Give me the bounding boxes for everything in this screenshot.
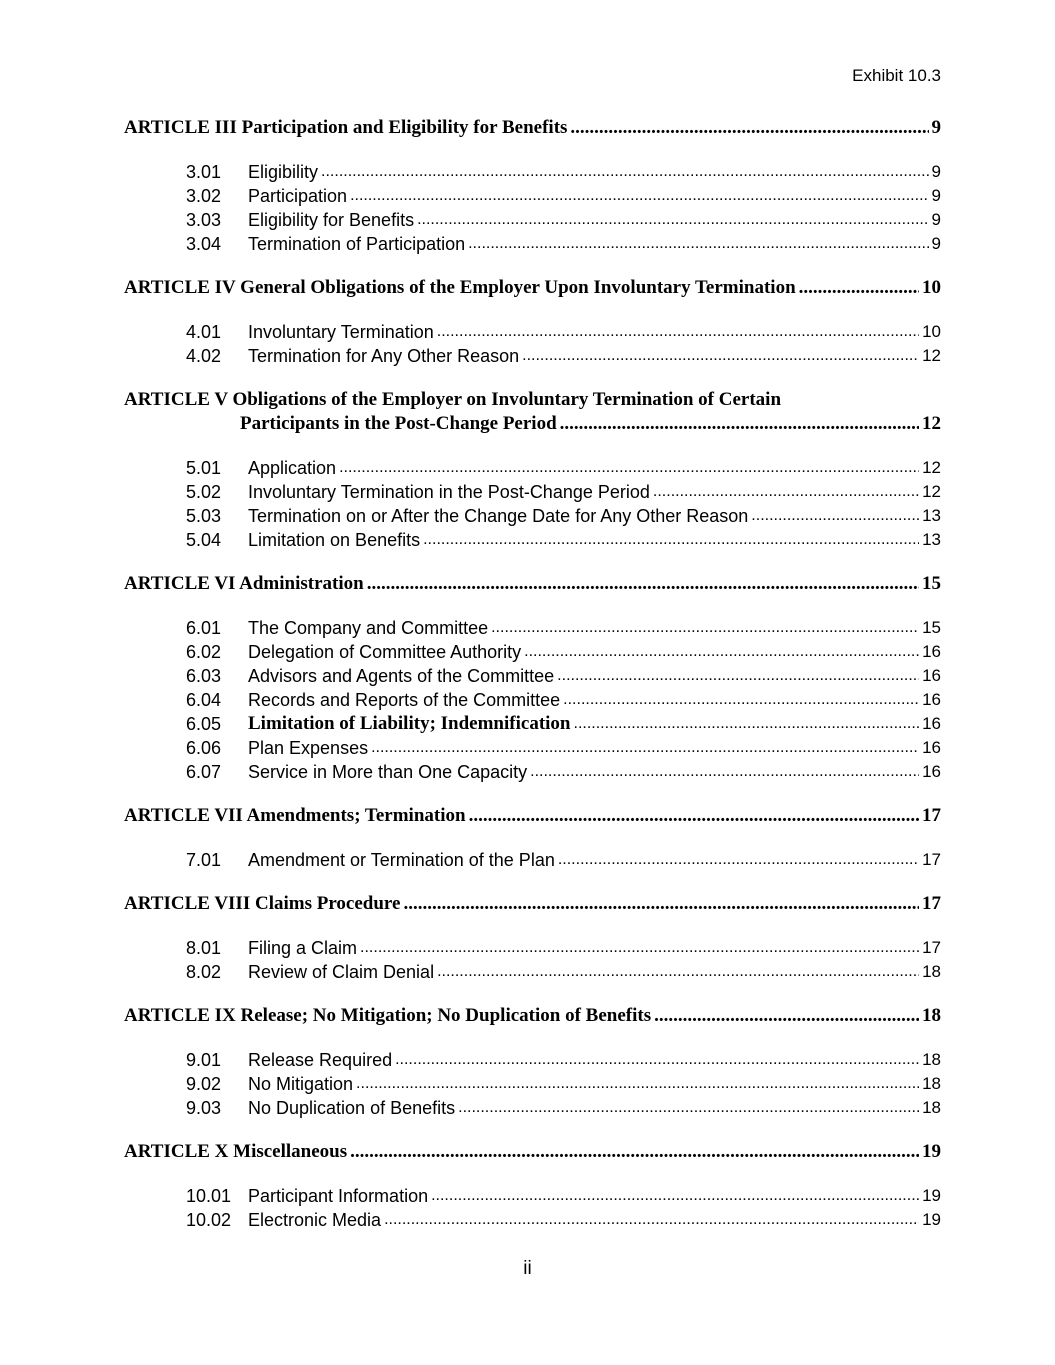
toc-section-list [124,160,941,256]
toc-article-heading[interactable] [124,412,941,436]
section-page-number: 9 [931,234,941,253]
section-title: Delegation of Committee Authority [248,642,522,662]
toc-section-list [124,456,941,552]
section-number: 3.02 [186,186,222,206]
article-page-number: 18 [922,1005,941,1026]
toc-article-heading[interactable] [124,276,941,300]
dot-leader [371,738,919,760]
section-number: 9.02 [186,1074,222,1094]
toc-section[interactable] [186,320,941,344]
section-page-number: 12 [922,482,941,501]
section-title: Records and Reports of the Committee [248,690,561,710]
section-page-number: 19 [922,1210,941,1229]
toc-article-heading[interactable] [124,116,941,140]
dot-leader [570,116,928,140]
dot-leader [367,572,919,596]
section-page-number: 16 [922,762,941,781]
section-page-number: 16 [922,642,941,661]
toc-section[interactable] [186,480,941,504]
article-page-number: 19 [922,1141,941,1162]
dot-leader [491,618,919,640]
section-title: Application [248,458,337,478]
toc-article [124,804,941,828]
section-page-number: 16 [922,690,941,709]
dot-leader [524,642,919,664]
section-title: Service in More than One Capacity [248,762,528,782]
toc-section[interactable] [186,936,941,960]
exhibit-label: Exhibit 10.3 [852,66,941,85]
section-number: 9.03 [186,1098,222,1118]
dot-leader [350,1140,919,1164]
dot-leader [384,1210,919,1232]
section-title: Plan Expenses [248,738,369,758]
section-page-number: 12 [922,346,941,365]
section-number: 7.01 [186,850,222,870]
article-title-line1[interactable]: ARTICLE V Obligations of the Employer on Involuntary Termination of Certain [124,389,782,410]
section-title: No Duplication of Benefits [248,1098,456,1118]
section-title: The Company and Committee [248,618,489,638]
table-of-contents [124,116,941,1252]
section-number: 6.01 [186,618,222,638]
section-title: Electronic Media [248,1210,382,1230]
dot-leader [522,346,919,368]
toc-section[interactable] [186,640,941,664]
section-number: 3.03 [186,210,222,230]
section-title: Limitation on Benefits [248,530,421,550]
section-title: Termination for Any Other Reason [248,346,520,366]
dot-leader [458,1098,919,1120]
toc-section[interactable] [186,1072,941,1096]
section-page-number: 18 [922,1050,941,1069]
section-title: Termination on or After the Change Date for Any Other Reason [248,506,749,526]
section-title: Eligibility [248,162,319,182]
section-number: 6.06 [186,738,222,758]
toc-section[interactable] [186,528,941,552]
dot-leader [654,1004,919,1028]
toc-section[interactable] [186,848,941,872]
article-title: ARTICLE X Miscellaneous [124,1141,348,1162]
section-number: 6.02 [186,642,222,662]
dot-leader [437,962,919,984]
dot-leader [558,850,919,872]
section-number: 8.01 [186,938,222,958]
toc-section[interactable] [186,688,941,712]
toc-article-heading[interactable] [124,804,941,828]
section-page-number: 18 [922,1098,941,1117]
toc-article-heading[interactable] [124,572,941,596]
section-title: Participation [248,186,348,206]
section-title: Termination of Participation [248,234,466,254]
toc-article-heading[interactable] [124,1140,941,1164]
toc-section-list [124,848,941,872]
toc-section[interactable] [186,712,941,736]
section-number: 6.03 [186,666,222,686]
section-title: Amendment or Termination of the Plan [248,850,555,870]
section-page-number: 9 [931,210,941,229]
article-page-number: 12 [922,413,941,434]
section-page-number: 17 [922,938,941,957]
article-title: ARTICLE VI Administration [124,573,364,594]
section-page-number: 16 [922,738,941,757]
dot-leader [653,482,919,504]
article-page-number: 10 [922,277,941,298]
toc-section[interactable] [186,504,941,528]
toc-section[interactable] [186,1096,941,1120]
dot-leader [417,210,928,232]
section-title: Limitation of Liability; Indemnification [248,713,571,734]
section-page-number: 9 [931,162,941,181]
section-number: 4.01 [186,322,222,342]
dot-leader [339,458,919,480]
article-page-number: 15 [922,573,941,594]
toc-section[interactable] [186,232,941,256]
toc-section[interactable] [186,616,941,640]
dot-leader [530,762,919,784]
dot-leader [751,506,919,528]
article-title-line2: Participants in the Post-Change Period [240,413,557,434]
dot-leader [360,938,919,960]
toc-section[interactable] [186,344,941,368]
section-page-number: 9 [931,186,941,205]
section-number: 6.04 [186,690,222,710]
article-page-number: 17 [922,893,941,914]
section-page-number: 15 [922,618,941,637]
toc-article-heading[interactable] [124,892,941,916]
toc-section[interactable] [186,1184,941,1208]
dot-leader [574,714,920,736]
section-page-number: 16 [922,714,941,733]
dot-leader [557,666,919,688]
section-page-number: 18 [922,1074,941,1093]
dot-leader [431,1186,919,1208]
toc-section[interactable] [186,760,941,784]
article-page-number: 17 [922,805,941,826]
toc-section-list [124,936,941,984]
toc-article-heading[interactable] [124,1004,941,1028]
toc-section[interactable] [186,1208,941,1232]
section-page-number: 17 [922,850,941,869]
toc-section[interactable] [186,184,941,208]
dot-leader [437,322,919,344]
section-title: Involuntary Termination in the Post-Change Period [248,482,650,502]
toc-article [124,388,941,436]
dot-leader [469,804,919,828]
dot-leader [403,892,919,916]
section-page-number: 10 [922,322,941,341]
section-number: 5.03 [186,506,222,526]
dot-leader [423,530,919,552]
section-number: 10.01 [186,1186,232,1206]
article-title: ARTICLE IX Release; No Mitigation; No Duplication of Benefits [124,1005,652,1026]
section-page-number: 16 [922,666,941,685]
article-title: ARTICLE VII Amendments; Termination [124,805,466,826]
toc-article [124,892,941,916]
toc-section-list [124,320,941,368]
article-page-number: 9 [931,117,941,138]
dot-leader [799,276,919,300]
section-title: Eligibility for Benefits [248,210,415,230]
footer-page-number: ii [523,1258,532,1279]
section-number: 10.02 [186,1210,232,1230]
section-number: 6.07 [186,762,222,782]
section-number: 5.01 [186,458,222,478]
article-title: ARTICLE VIII Claims Procedure [124,893,401,914]
toc-section-list [124,1048,941,1120]
section-title: Involuntary Termination [248,322,434,342]
toc-section-list [124,616,941,784]
toc-section[interactable] [186,664,941,688]
section-title: Advisors and Agents of the Committee [248,666,555,686]
section-page-number: 19 [922,1186,941,1205]
toc-article [124,276,941,300]
dot-leader [395,1050,919,1072]
toc-section-list [124,1184,941,1232]
dot-leader [563,690,919,712]
article-title: ARTICLE III Participation and Eligibility for Benefits [124,117,568,138]
section-number: 6.05 [186,714,222,734]
dot-leader [468,234,928,256]
section-number: 3.01 [186,162,222,182]
section-number: 4.02 [186,346,222,366]
toc-section[interactable] [186,1048,941,1072]
section-number: 5.04 [186,530,222,550]
dot-leader [350,186,928,208]
section-title: Release Required [248,1050,393,1070]
dot-leader [321,162,929,184]
section-page-number: 18 [922,962,941,981]
section-title: Review of Claim Denial [248,962,435,982]
toc-section[interactable] [186,456,941,480]
section-number: 8.02 [186,962,222,982]
section-title: Participant Information [248,1186,429,1206]
toc-article [124,572,941,596]
toc-article [124,116,941,140]
section-number: 3.04 [186,234,222,254]
toc-article [124,1140,941,1164]
toc-section[interactable] [186,160,941,184]
section-title: Filing a Claim [248,938,358,958]
section-title: No Mitigation [248,1074,354,1094]
toc-section[interactable] [186,208,941,232]
dot-leader [560,412,919,436]
section-page-number: 13 [922,530,941,549]
toc-article [124,1004,941,1028]
dot-leader [356,1074,919,1096]
article-title: ARTICLE IV General Obligations of the Employer Upon Involuntary Termination [124,277,796,298]
section-number: 5.02 [186,482,222,502]
toc-section[interactable] [186,736,941,760]
section-page-number: 12 [922,458,941,477]
section-page-number: 13 [922,506,941,525]
section-number: 9.01 [186,1050,222,1070]
toc-section[interactable] [186,960,941,984]
